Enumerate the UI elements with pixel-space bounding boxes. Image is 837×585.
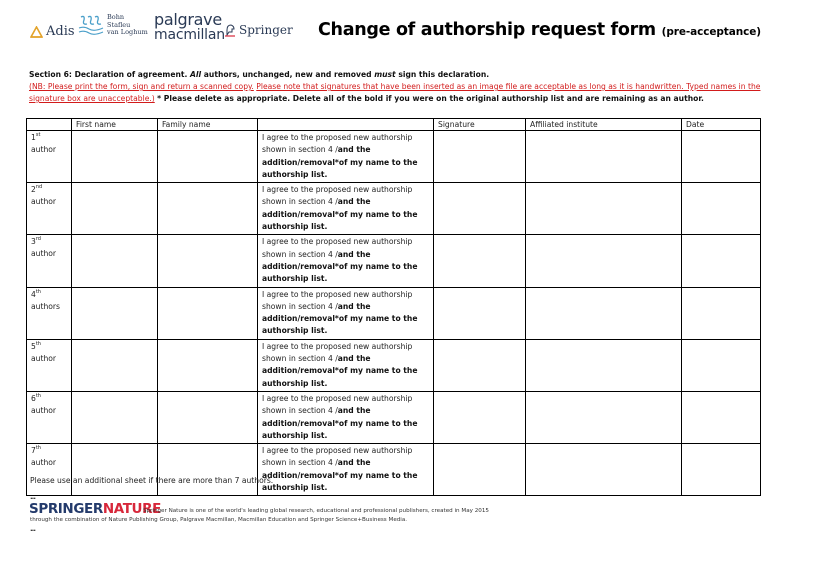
header-blank xyxy=(27,119,72,131)
adis-logo: Adis xyxy=(30,24,75,39)
family-name-field[interactable] xyxy=(158,131,258,183)
author-label: author xyxy=(31,197,57,207)
family-name-field[interactable] xyxy=(158,183,258,235)
affiliated-institute-field[interactable] xyxy=(526,391,682,443)
signature-instruction: Please note that signatures that have been inserted as an image file are acceptable as long as it is handwritten. Typed names in the signature box are unacceptable.) xyxy=(29,82,761,103)
signature-field[interactable] xyxy=(434,444,526,496)
agreement-statement: I agree to the proposed new authorship shown in section 4 /and the addition/removal*of my name to the authorship list. xyxy=(258,391,434,443)
ordinal-suffix: th xyxy=(35,288,41,295)
author-row xyxy=(27,183,761,235)
author-row xyxy=(27,444,761,496)
agreement-statement: I agree to the proposed new authorship shown in section 4 /and the addition/removal*of my name to the authorship list. xyxy=(258,444,434,496)
header-first-name: First name xyxy=(72,119,158,131)
springer-horse-icon xyxy=(224,23,236,37)
agreement-statement: I agree to the proposed new authorship shown in section 4 /and the addition/removal*of my name to the authorship list. xyxy=(258,287,434,339)
ordinal-suffix: nd xyxy=(35,184,43,191)
ordinal-suffix: st xyxy=(35,132,41,138)
author-label: author xyxy=(31,405,57,415)
author-label: author xyxy=(31,458,57,468)
header-family-name: Family name xyxy=(158,119,258,131)
ordinal-number: 3 xyxy=(31,237,36,247)
palgrave-macmillan-logo: palgrave macmillan xyxy=(154,10,225,43)
date-field[interactable] xyxy=(682,235,761,287)
publisher-logos xyxy=(30,10,300,46)
author-ordinal xyxy=(27,183,72,235)
affiliated-institute-field[interactable] xyxy=(526,444,682,496)
authorship-declaration-table xyxy=(26,118,761,496)
ordinal-suffix: th xyxy=(35,445,41,452)
author-ordinal xyxy=(27,235,72,287)
signature-field[interactable] xyxy=(434,287,526,339)
first-name-field[interactable] xyxy=(72,444,158,496)
ordinal-number: 4 xyxy=(31,289,36,299)
author-label: author xyxy=(31,249,57,259)
date-field[interactable] xyxy=(682,391,761,443)
springer-nature-description-line1: Springer Nature is one of the world's leading global research, educational and professional publishers, created in May 2015 xyxy=(143,508,489,514)
author-ordinal xyxy=(27,391,72,443)
author-row xyxy=(27,235,761,287)
author-ordinal xyxy=(27,444,72,496)
header-signature: Signature xyxy=(434,119,526,131)
author-ordinal xyxy=(27,339,72,391)
family-name-field[interactable] xyxy=(158,339,258,391)
agreement-statement: I agree to the proposed new authorship shown in section 4 /and the addition/removal*of my name to the authorship list. xyxy=(258,131,434,183)
signature-field[interactable] xyxy=(434,339,526,391)
family-name-field[interactable] xyxy=(158,287,258,339)
ordinal-number: 6 xyxy=(31,393,36,403)
footer-dots-bottom: ... xyxy=(30,525,35,533)
agreement-statement: I agree to the proposed new authorship shown in section 4 /and the addition/removal*of my name to the authorship list. xyxy=(258,339,434,391)
first-name-field[interactable] xyxy=(72,131,158,183)
affiliated-institute-field[interactable] xyxy=(526,287,682,339)
signature-field[interactable] xyxy=(434,391,526,443)
date-field[interactable] xyxy=(682,287,761,339)
author-ordinal xyxy=(27,287,72,339)
section-6-intro: Section 6: Declaration of agreement. All authors, unchanged, new and removed must sign this declaration. (NB: Please print the form, sign and return a scanned copy. Please note that signatures that have been inserted as an image file are acceptable as long as it is handwritten. Typed names in the signature box are unacceptable.) * Please delete as appropriate. Delete all of the bold if you were on the original authorship list and are remaining as an author. xyxy=(29,70,761,103)
family-name-field[interactable] xyxy=(158,235,258,287)
author-ordinal xyxy=(27,131,72,183)
ordinal-suffix: th xyxy=(35,392,41,399)
springer-logo: Springer xyxy=(224,23,293,37)
nb-print-instruction: (NB: Please print the form, sign and return a scanned copy. xyxy=(29,82,254,91)
table-header-row xyxy=(27,119,761,131)
date-field[interactable] xyxy=(682,444,761,496)
first-name-field[interactable] xyxy=(72,235,158,287)
additional-sheet-note: Please use an additional sheet if there are more than 7 authors. xyxy=(30,476,274,485)
first-name-field[interactable] xyxy=(72,339,158,391)
springer-nature-logo: SPRINGERNATURE xyxy=(29,501,161,517)
affiliated-institute-field[interactable] xyxy=(526,339,682,391)
ordinal-suffix: th xyxy=(35,340,41,347)
author-label: authors xyxy=(31,301,60,311)
ordinal-number: 5 xyxy=(31,341,36,351)
delete-note: * Please delete as appropriate. Delete all of the bold if you were on the original authorship list and are remaining as an author. xyxy=(157,94,704,103)
adis-triangle-icon xyxy=(30,26,43,38)
author-row xyxy=(27,287,761,339)
first-name-field[interactable] xyxy=(72,287,158,339)
author-row xyxy=(27,391,761,443)
signature-field[interactable] xyxy=(434,131,526,183)
affiliated-institute-field[interactable] xyxy=(526,235,682,287)
agreement-statement: I agree to the proposed new authorship shown in section 4 /and the addition/removal*of my name to the authorship list. xyxy=(258,235,434,287)
bsl-waves-icon xyxy=(78,14,104,36)
ordinal-number: 7 xyxy=(31,446,36,456)
author-label: author xyxy=(31,145,57,154)
date-field[interactable] xyxy=(682,339,761,391)
family-name-field[interactable] xyxy=(158,391,258,443)
date-field[interactable] xyxy=(682,131,761,183)
affiliated-institute-field[interactable] xyxy=(526,183,682,235)
affiliated-institute-field[interactable] xyxy=(526,131,682,183)
first-name-field[interactable] xyxy=(72,391,158,443)
ordinal-number: 1 xyxy=(31,133,36,142)
author-row xyxy=(27,339,761,391)
header-affiliated-institute: Affiliated institute xyxy=(526,119,682,131)
title-subtitle: (pre-acceptance) xyxy=(661,26,761,38)
header-agreement xyxy=(258,119,434,131)
header-date: Date xyxy=(682,119,761,131)
signature-field[interactable] xyxy=(434,183,526,235)
ordinal-suffix: rd xyxy=(35,236,41,243)
agreement-statement: I agree to the proposed new authorship shown in section 4 /and the addition/removal*of my name to the authorship list. xyxy=(258,183,434,235)
first-name-field[interactable] xyxy=(72,183,158,235)
author-label: author xyxy=(31,353,57,363)
signature-field[interactable] xyxy=(434,235,526,287)
family-name-field[interactable] xyxy=(158,444,258,496)
page-title: Change of authorship request form (pre-acceptance) xyxy=(318,20,761,40)
bsl-logo: Bohn Stafleu van Loghum xyxy=(78,14,148,37)
ordinal-number: 2 xyxy=(31,185,36,195)
footer-dots-top: ... xyxy=(30,493,35,501)
springer-nature-description-line2: through the combination of Nature Publishing Group, Palgrave Macmillan, Macmillan Education and Springer Science+Business Media. xyxy=(30,517,408,523)
date-field[interactable] xyxy=(682,183,761,235)
author-row xyxy=(27,131,761,183)
